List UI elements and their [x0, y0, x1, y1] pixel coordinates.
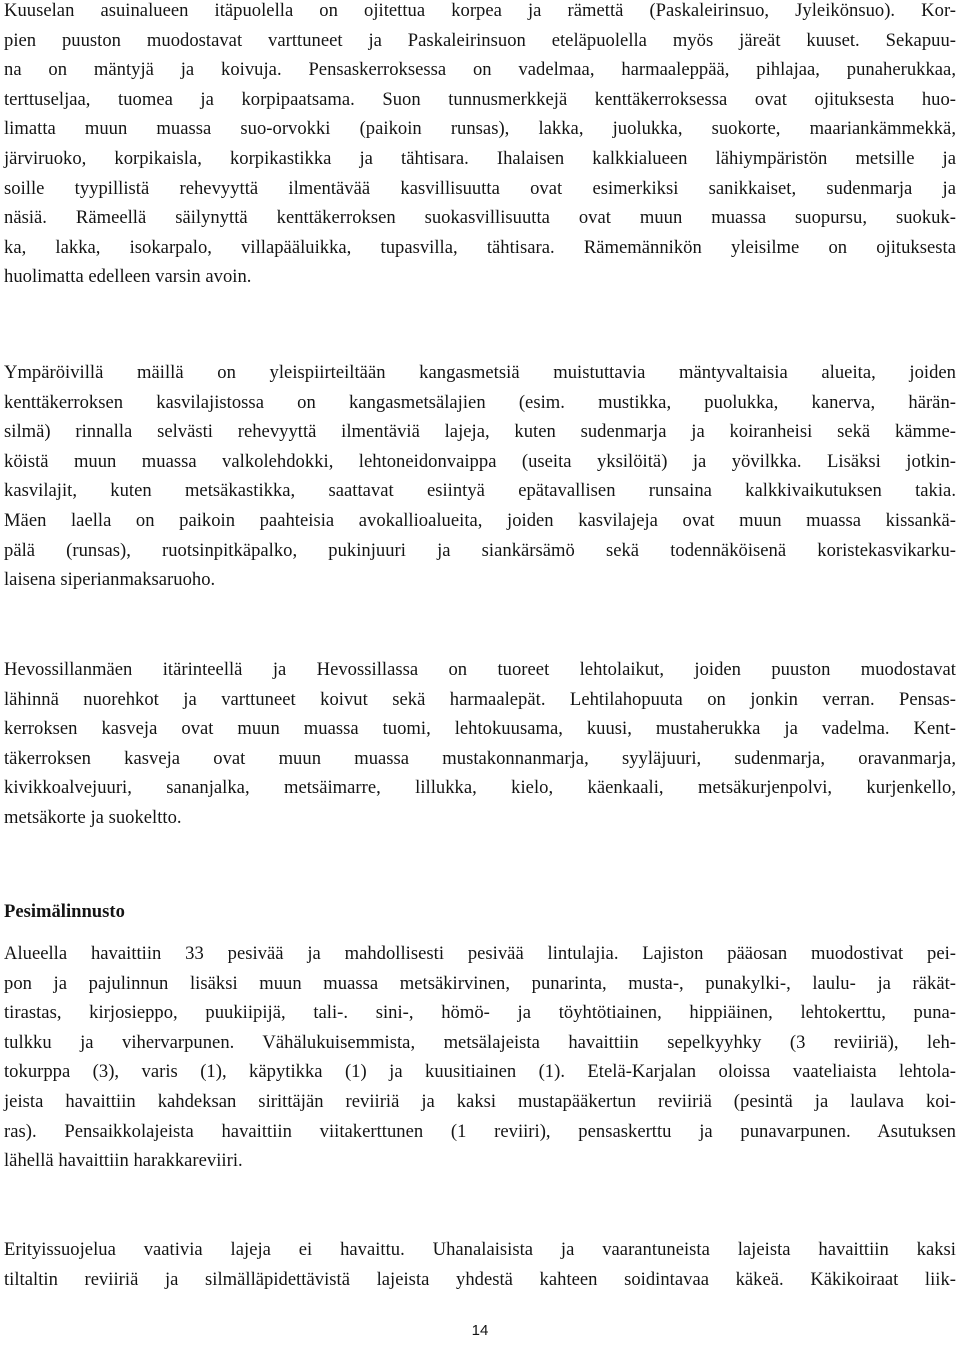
text-line: lähellä havaittiin harakkareviiri.	[4, 1150, 243, 1172]
text-line: Alueella havaittiin 33 pesivää ja mahdollisesti pesivää lintulajia. Lajiston pääosan muodostivat pei-	[4, 943, 956, 964]
paragraph-hill-forests	[4, 358, 956, 595]
text-line: näsiä. Rämeellä säilynyttä kenttäkerroksen suokasvillisuutta ovat muun muassa suopursu, suokuk-	[4, 207, 956, 229]
text-line: Kuuselan asuinalueen itäpuolella on ojitettua korpea ja rämettä (Paskaleirinsuo, Jyleikönsuo). Kor-	[4, 0, 956, 21]
paragraph-wetland-vegetation	[4, 0, 956, 292]
text-line: pien puuston muodostavat varttuneet ja Paskaleirinsuon eteläpuolella myös järeät kuuset. Sekapuu-	[4, 29, 956, 51]
text-line: na on mäntyjä ja koivuja. Pensaskerroksessa on vadelmaa, harmaaleppää, pihlajaa, punaherukkaa,	[4, 59, 956, 81]
text-line: metsäkorte ja suokeltto.	[4, 806, 182, 828]
text-line: laisena siperianmaksaruoho.	[4, 569, 216, 591]
text-line: Ympäröivillä mäillä on yleispiirteiltään kangasmetsiä muistuttavia mäntyvaltaisia alueita, joiden	[4, 362, 956, 383]
text-line: tulkku ja vihervarpunen. Vähälukuisemmista, metsälajeista havaittiin sepelkyyhky (3 reviiriä), leh-	[4, 1031, 956, 1053]
text-line: lähinnä nuorehkot ja varttuneet koivut sekä harmaalepät. Lehtilahopuuta on jonkin verran. Pensas-	[4, 688, 956, 710]
text-line: järviruoko, korpikaisla, korpikastikka ja tähtisara. Ihalaisen kalkkialueen lähiympäristön metsille ja	[4, 147, 956, 169]
text-line: soille tyypillistä rehevyyttä ilmentävää kasvillisuutta ovat esimerkiksi sanikkaiset, sudenmarja ja	[4, 177, 956, 199]
text-line: kivikkoalvejuuri, sananjalka, metsäimarre, lillukka, kielo, käenkaali, metsäkurjenpolvi, kurjenkello,	[4, 777, 956, 799]
text-line: jeista havaittiin kahdeksan sirittäjän reviiriä ja kaksi mustapääkertun reviiriä (pesintä ja laulava koi-	[4, 1090, 956, 1112]
text-line: huolimatta edelleen varsin avoin.	[4, 266, 252, 288]
paragraph-protected-species	[4, 1235, 956, 1294]
text-line: tokurppa (3), varis (1), käpytikka (1) ja kuusitiainen (1). Etelä-Karjalan oloissa vaateliaista lehtola-	[4, 1061, 956, 1083]
text-line: silmä) rinnalla selvästi rehevyyttä ilmentäviä lajeja, kuten sudenmarja ja koiranheisi sekä kämme-	[4, 421, 956, 443]
text-line: pon ja pajulinnun lisäksi muun muassa metsäkirvinen, punarinta, musta-, punakylki-, laulu- ja räkät-	[4, 972, 956, 994]
page-number: 14	[471, 1322, 489, 1339]
text-line: Hevossillanmäen itärinteellä ja Hevossillassa on tuoreet lehtolaikut, joiden puuston muodostavat	[4, 659, 956, 680]
text-line: Erityissuojelua vaativia lajeja ei havaittu. Uhanalaisista ja vaarantuneista lajeista havaittiin kaksi	[4, 1239, 956, 1260]
text-line: tiltaltin reviiriä ja silmälläpidettävistä lajeista yhdestä kahteen soidintavaa käkeä. Käkikoiraat liik-	[4, 1268, 956, 1290]
paragraph-breeding-birds	[4, 939, 956, 1176]
text-line: kenttäkerroksen kasvilajistossa on kangasmetsälajien (esim. mustikka, puolukka, kanerva, härän-	[4, 391, 956, 413]
text-line: köistä muun muassa valkolehdokki, lehtoneidonvaippa (useita yksilöitä) ja yövilkka. Lisäksi jotkin-	[4, 450, 956, 472]
section-heading: Pesimälinnusto	[4, 901, 125, 922]
text-line: kerroksen kasveja ovat muun muassa tuomi, lehtokuusama, kuusi, mustaherukka ja vadelma. Kent-	[4, 718, 956, 740]
text-line: pälä (runsas), ruotsinpitkäpalko, pukinjuuri ja siankärsämö sekä todennäköisenä koristekasvikarku-	[4, 539, 956, 561]
text-line: limatta muun muassa suo-orvokki (paikoin runsas), lakka, juolukka, suokorte, maariankämmekkä,	[4, 118, 956, 140]
text-line: kasvilajit, kuten metsäkastikka, saattavat esiintyä epätavallisen runsaina kalkkivaikutuksen takia.	[4, 480, 956, 502]
text-line: Mäen laella on paikoin paahteisia avokallioalueita, joiden kasvilajeja ovat muun muassa kissankä-	[4, 509, 956, 531]
paragraph-hevossilta-groves	[4, 655, 956, 833]
text-line: ras). Pensaikkolajeista havaittiin viitakerttunen (1 reviiri), pensaskerttu ja punavarpunen. Asutuksen	[4, 1120, 956, 1142]
text-line: tirastas, kirjosieppo, puukiipijä, tali-. sini-, hömö- ja töyhtötiainen, hippiäinen, lehtokerttu, puna-	[4, 1002, 956, 1024]
text-line: terttuseljaa, tuomea ja korpipaatsama. Suon tunnusmerkkejä kenttäkerroksessa ovat ojituksesta huo-	[4, 88, 956, 110]
text-line: täkerroksen kasveja ovat muun muassa mustakonnanmarja, syyläjuuri, sudenmarja, oravanmarja,	[4, 747, 956, 769]
text-line: ka, lakka, isokarpalo, villapääluikka, tupasvilla, tähtisara. Rämemännikön yleisilme on ojituksesta	[4, 236, 956, 258]
